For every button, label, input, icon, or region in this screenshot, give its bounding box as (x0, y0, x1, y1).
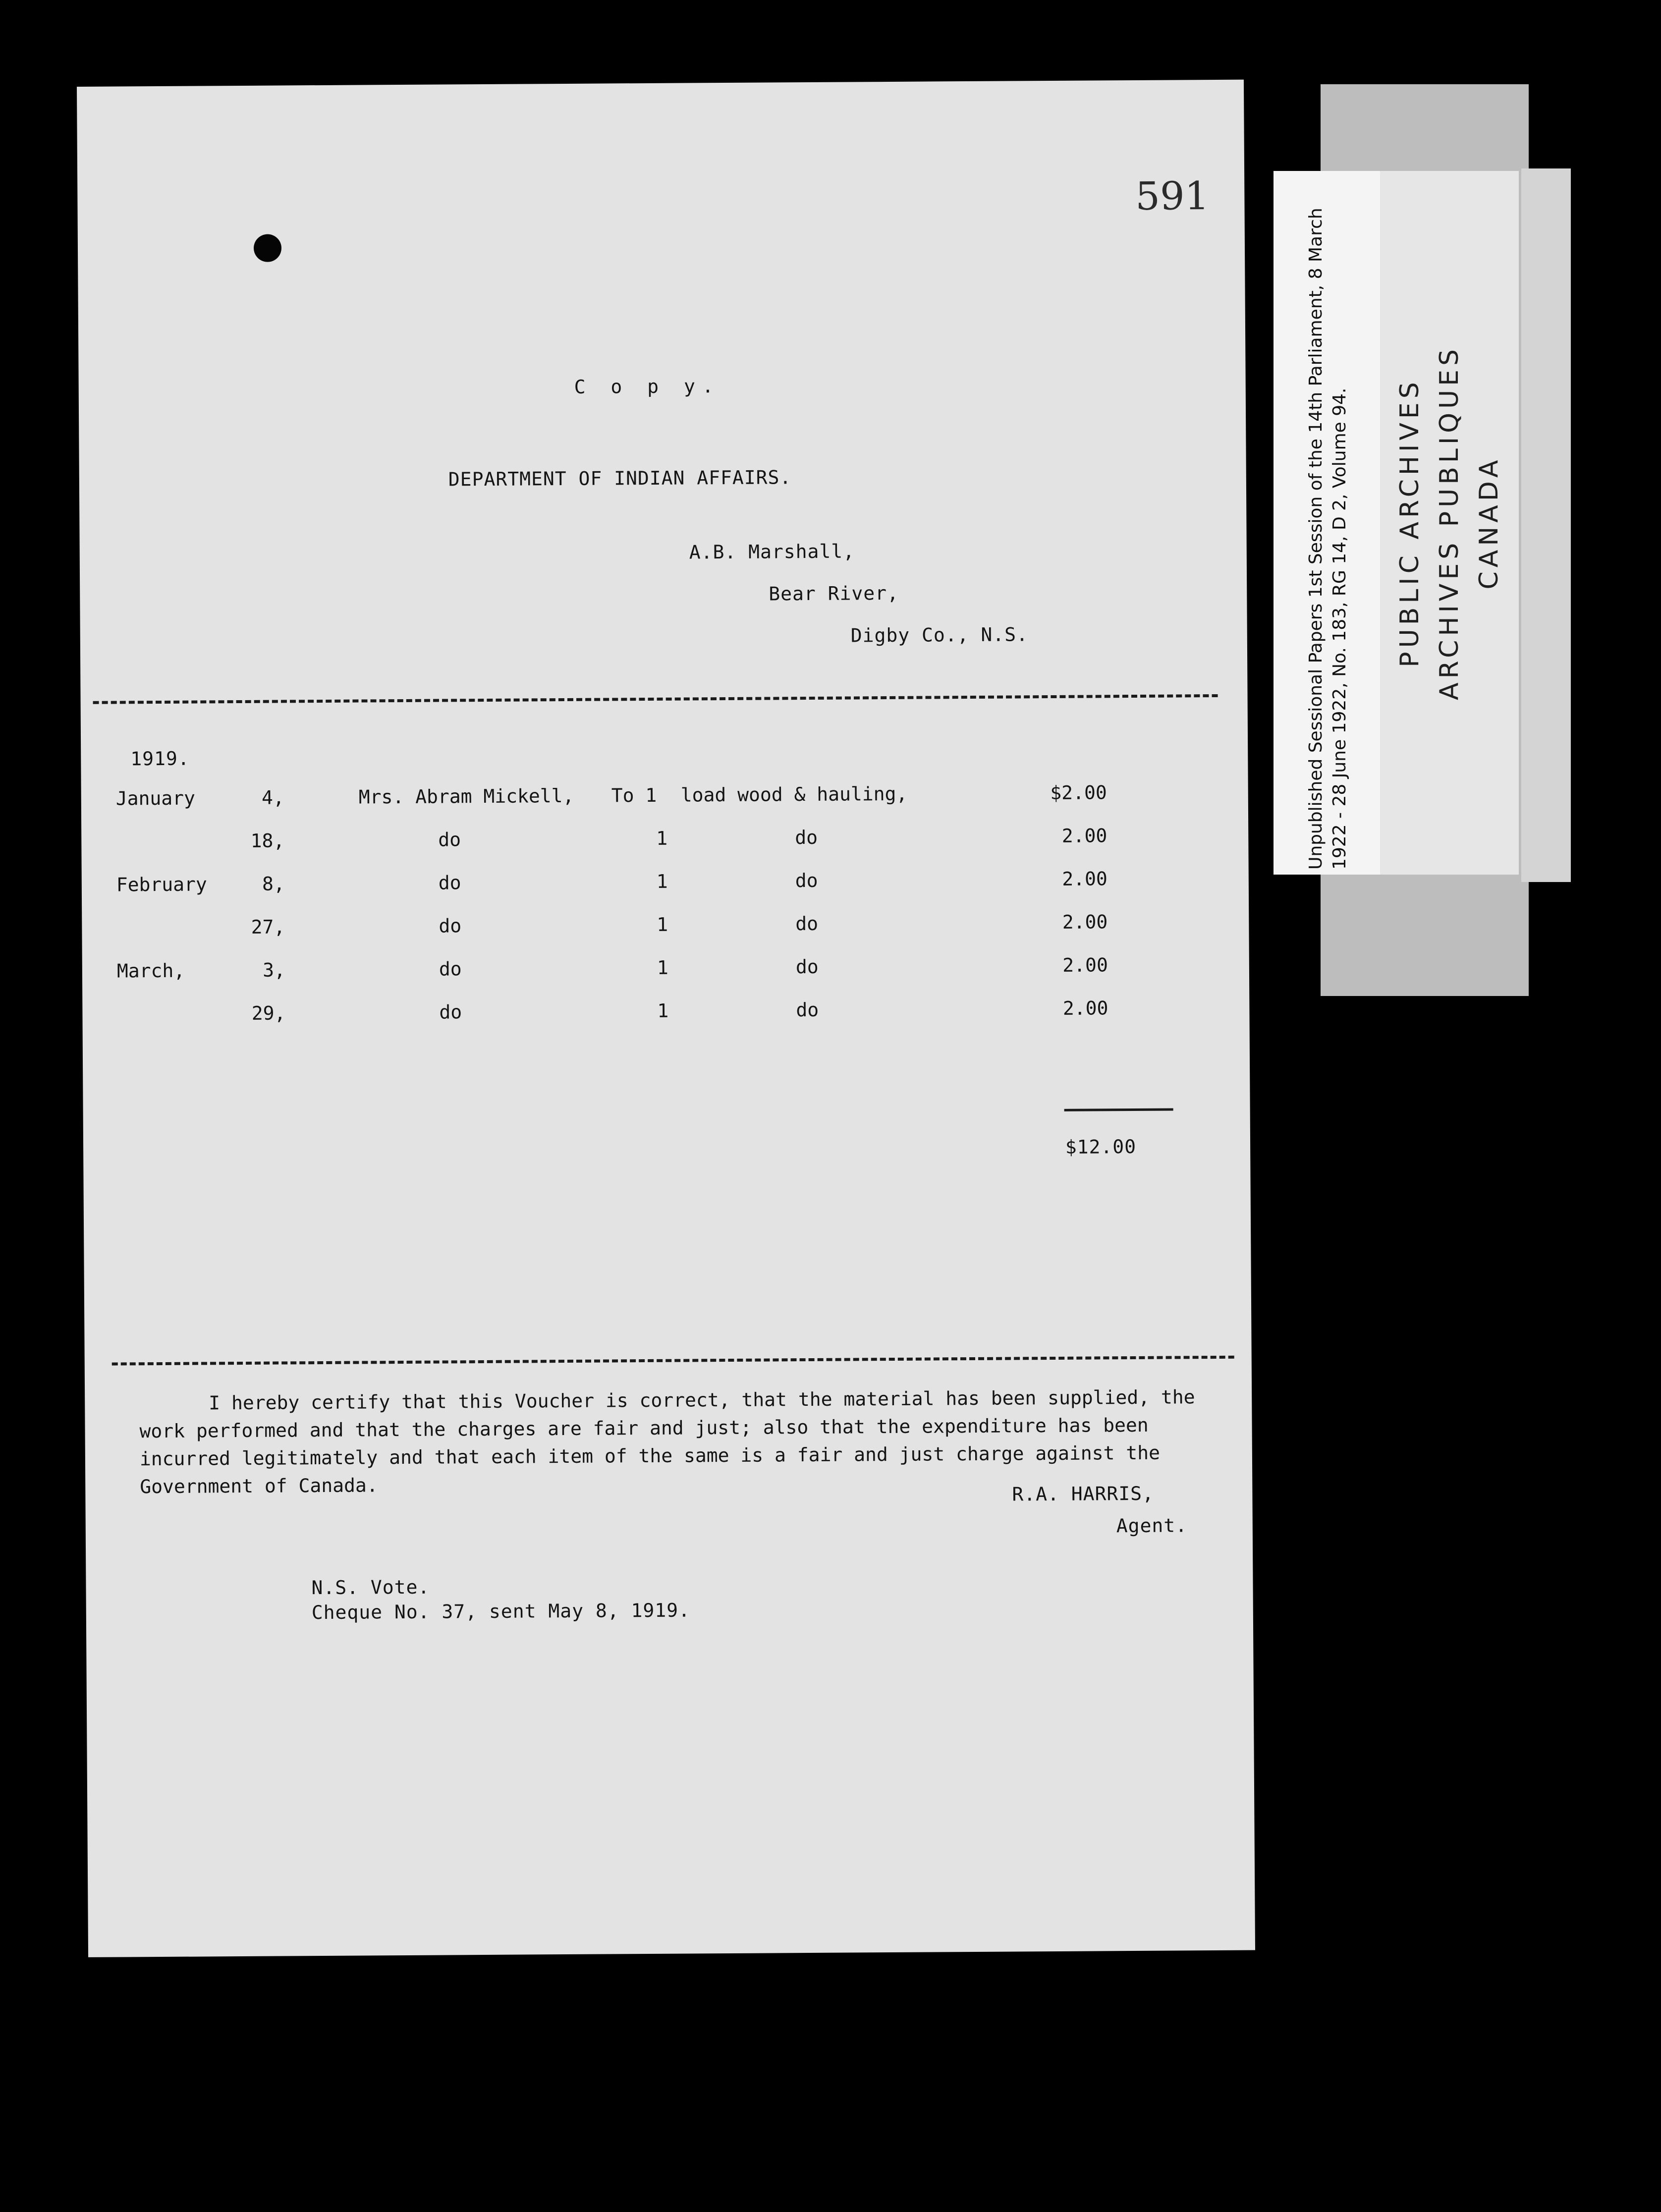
entry-day: 18, (250, 830, 285, 852)
archive-stamp-text (1390, 176, 1509, 870)
archive-tab-edge (1521, 168, 1571, 882)
entry-item: do (795, 826, 818, 849)
entry-item: do (795, 955, 819, 978)
entry-row (82, 867, 1221, 904)
certification-text: I hereby certify that this Voucher is correct, that the material has been supplied, the work performed and that the charges are fair and just; also that the expenditure has been incurred legitimately and that each item of the same is a fair and just charge against the Government of Canada. (139, 1386, 1195, 1498)
entry-month: January (115, 787, 196, 810)
cheque-line: Cheque No. 37, sent May 8, 1919. (311, 1599, 691, 1624)
payee-name: A.B. Marshall, (689, 540, 855, 563)
archive-reference-text: Unpublished Sessional Papers 1st Session of the 14th Parliament, 8 March 1922 - 28 June 1922, No. 183, RG 14, D 2, Volume 94. (1306, 208, 1350, 870)
page-number: 591 (1135, 174, 1210, 219)
archive-stamp-line: CANADA (1474, 456, 1504, 590)
entry-day: 3, (262, 959, 286, 981)
payee-county: Digby Co., N.S. (850, 623, 1029, 647)
entry-item: do (795, 869, 818, 892)
entry-qty: 1 (657, 913, 668, 936)
entry-qty: 1 (657, 999, 669, 1022)
entry-item: do (795, 912, 819, 935)
archive-stamp-line: ARCHIVES PUBLIQUES (1435, 345, 1464, 701)
total-rule (1064, 1108, 1173, 1111)
entry-row (82, 910, 1221, 947)
voucher-page (77, 80, 1255, 1957)
entry-row (81, 781, 1221, 818)
entry-row (82, 953, 1222, 990)
entry-qty: 1 (656, 870, 668, 892)
entry-amount: $2.00 (1050, 781, 1107, 804)
entry-payee: do (439, 1001, 462, 1023)
entry-payee: do (438, 872, 461, 894)
bottom-divider (112, 1356, 1234, 1366)
department-title: DEPARTMENT OF INDIAN AFFAIRS. (448, 466, 792, 491)
punch-hole (254, 234, 281, 262)
archive-stamp-line: PUBLIC ARCHIVES (1395, 378, 1425, 667)
entry-day: 29, (251, 1002, 286, 1024)
entry-day: 8, (262, 873, 285, 895)
entry-amount: 2.00 (1062, 868, 1107, 890)
entry-qty: 1 (657, 956, 668, 979)
archive-reference-label (1273, 171, 1383, 875)
entry-qty: 1 (656, 827, 668, 849)
agent-title: Agent. (1116, 1514, 1188, 1537)
entry-day: 27, (251, 916, 285, 938)
entry-item: load wood & hauling, (680, 782, 908, 806)
vote-line: N.S. Vote. (311, 1576, 430, 1599)
archive-stamp (1380, 171, 1519, 875)
entry-row (82, 996, 1222, 1033)
entry-month: February (116, 873, 208, 896)
entry-row (81, 824, 1221, 861)
payee-town: Bear River, (769, 582, 899, 605)
entry-payee: Mrs. Abram Mickell, (358, 784, 574, 808)
entry-amount: 2.00 (1062, 954, 1108, 976)
entry-payee: do (439, 958, 462, 980)
entry-amount: 2.00 (1062, 911, 1108, 933)
entry-payee: do (438, 829, 461, 851)
entry-amount: 2.00 (1062, 997, 1108, 1019)
top-divider (93, 694, 1218, 704)
entry-item: do (796, 998, 819, 1021)
voucher-year: 1919. (130, 747, 190, 770)
entry-qty: To 1 (611, 784, 657, 807)
total-amount: $12.00 (1065, 1135, 1137, 1158)
entry-payee: do (439, 915, 462, 937)
entry-month: March, (116, 959, 185, 982)
entry-day: 4, (261, 786, 284, 809)
copy-heading: C o p y. (574, 375, 720, 398)
entry-amount: 2.00 (1061, 825, 1107, 847)
agent-name: R.A. HARRIS, (1012, 1482, 1155, 1505)
